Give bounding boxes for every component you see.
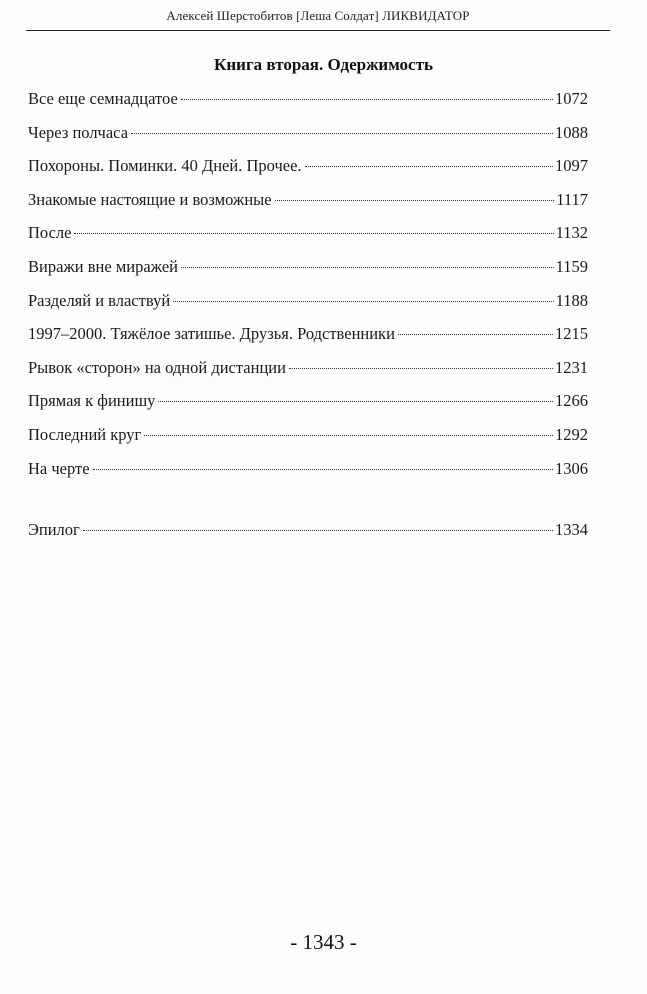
toc-entry-page: 1088 — [555, 122, 588, 142]
toc-entry[interactable] — [28, 423, 588, 457]
dot-leader — [275, 200, 555, 201]
toc-entry[interactable] — [28, 221, 588, 255]
dot-leader — [158, 401, 553, 402]
toc-entry-page: 1215 — [555, 324, 588, 344]
dot-leader — [93, 469, 553, 470]
toc-entry-title: Разделяй и властвуй — [28, 290, 171, 310]
table-of-contents — [28, 87, 588, 490]
toc-entry-title: Все еще семнадцатое — [28, 89, 178, 108]
header-rule — [26, 30, 610, 31]
dot-leader — [144, 435, 553, 436]
toc-entry[interactable] — [28, 188, 588, 222]
dot-leader — [181, 99, 553, 100]
toc-epilogue-section — [28, 518, 588, 552]
toc-entry-page: 1266 — [555, 391, 588, 411]
toc-entry[interactable] — [28, 457, 588, 491]
toc-entry-page: 1231 — [555, 357, 588, 377]
toc-entry-title: Последний круг — [28, 424, 142, 444]
toc-entry-page: 1097 — [555, 156, 588, 176]
toc-entry[interactable] — [28, 255, 588, 289]
dot-leader — [173, 301, 553, 302]
toc-entry-title: Знакомые настоящие и возможные — [28, 189, 272, 209]
toc-entry-page: 1188 — [555, 290, 588, 310]
toc-entry-page: 1306 — [555, 458, 588, 478]
running-header: Алексей Шерстобитов [Леша Солдат] ЛИКВИДАТОР — [166, 8, 470, 23]
toc-entry-title: Через полчаса — [28, 122, 129, 142]
toc-entry-page: 1117 — [556, 189, 588, 209]
dot-leader — [289, 368, 553, 369]
toc-entry[interactable] — [28, 322, 588, 356]
dot-leader — [305, 166, 553, 167]
section-title: Книга вторая. Одержимость — [214, 55, 433, 74]
dot-leader — [181, 267, 554, 268]
toc-entry[interactable] — [28, 154, 588, 188]
toc-entry-title: После — [28, 223, 72, 243]
toc-entry[interactable] — [28, 87, 588, 121]
toc-entry-title: Похороны. Поминки. 40 Дней. Прочее. — [28, 156, 302, 176]
toc-entry-title: 1997–2000. Тяжёлое затишье. Друзья. Родственники — [28, 324, 395, 344]
page-number: - 1343 - — [290, 930, 357, 954]
dot-leader — [74, 233, 553, 234]
dot-leader — [83, 530, 553, 531]
toc-entry[interactable] — [28, 356, 588, 390]
toc-entry-title: Рывок «сторон» на одной дистанции — [28, 357, 286, 377]
dot-leader — [398, 334, 553, 335]
toc-entry-title: Эпилог — [28, 520, 80, 539]
toc-entry[interactable] — [28, 121, 588, 155]
toc-entry-page: 1132 — [555, 223, 588, 243]
dot-leader — [131, 133, 553, 134]
toc-entry-page: 1159 — [555, 256, 588, 276]
toc-entry[interactable] — [28, 289, 588, 323]
toc-entry-epilogue[interactable] — [28, 518, 588, 552]
toc-entry[interactable] — [28, 389, 588, 423]
toc-entry-page: 1072 — [555, 89, 588, 108]
toc-entry-page: 1292 — [555, 424, 588, 444]
toc-entry-page: 1334 — [555, 520, 588, 539]
toc-entry-title: Прямая к финишу — [28, 391, 156, 411]
toc-entry-title: На черте — [28, 458, 90, 478]
toc-entry-title: Виражи вне миражей — [28, 256, 179, 276]
